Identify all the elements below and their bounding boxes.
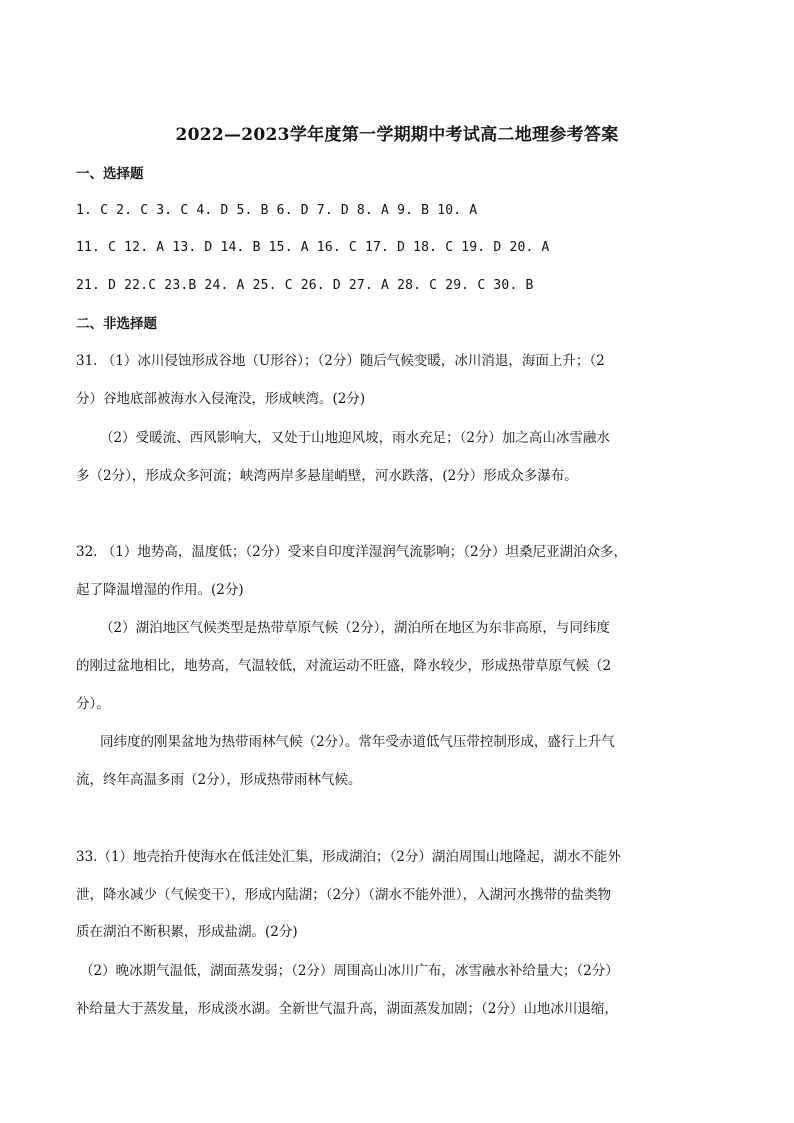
q32-part2-line3: 分）。	[76, 696, 110, 712]
q31-part1-line2: 分）谷地底部被海水入侵淹没，形成峡湾。(2分)	[76, 391, 366, 407]
q33-part1-line3: 质在湖泊不断积累，形成盐湖。(2分)	[76, 924, 298, 940]
q31-part1-line1: 31. （1）冰川侵蚀形成谷地（U形谷）；（2分）随后气候变暖，冰川消退，海面上升；（2	[76, 353, 605, 369]
q32-part3-line2: 流，终年高温多雨（2分），形成热带雨林气候。	[76, 772, 362, 788]
q33-part1-line1: 33.（1）地壳抬升使海水在低洼处汇集，形成湖泊；（2分）湖泊周围山地隆起，湖水不能外	[76, 849, 621, 865]
q32-part1-line1: 32. （1）地势高，温度低；（2分）受来自印度洋湿润气流影响；（2分）坦桑尼亚湖泊众多，	[76, 544, 628, 560]
section-heading-non-choice: 二、非选择题	[76, 316, 157, 332]
page-title: 2022—2023学年度第一学期期中考试高二地理参考答案	[175, 125, 619, 145]
mc-answers-row-3: 21. D 22.C 23.B 24. A 25. C 26. D 27. A 28. C 29. C 30. B	[76, 278, 534, 293]
q33-part1-line2: 泄，降水减少（气候变干），形成内陆湖；（2分）（湖水不能外泄），入湖河水携带的盐类物	[76, 887, 612, 903]
q32-part1-line2: 起了降温增湿的作用。(2分)	[76, 582, 244, 598]
q33-part2-line1: （2）晚冰期气温低，湖面蒸发弱；（2分）周围高山冰川广布，冰雪融水补给量大；（2分）	[80, 963, 619, 979]
q32-part2-line2: 的刚过盆地相比，地势高，气温较低，对流运动不旺盛，降水较少，形成热带草原气候（2	[76, 658, 612, 674]
mc-answers-row-2: 11. C 12. A 13. D 14. B 15. A 16. C 17. D 18. C 19. D 20. A	[76, 240, 550, 255]
q32-part3-line1: 同纬度的刚果盆地为热带雨林气候（2分）。常年受赤道低气压带控制形成，盛行上升气	[100, 734, 615, 750]
mc-answers-row-1: 1. C 2. C 3. C 4. D 5. B 6. D 7. D 8. A 9. B 10. A	[76, 203, 478, 218]
q32-part2-line1: （2）湖泊地区气候类型是热带草原气候（2分），湖泊所在地区为东非高原，与同纬度	[100, 620, 610, 636]
q31-part2-line2: 多（2分），形成众多河流；峡湾两岸多悬崖峭壁，河水跌落，(2分）形成众多瀑布。	[76, 468, 578, 484]
section-heading-multiple-choice: 一、选择题	[76, 166, 144, 182]
q31-part2-line1: （2）受暖流、西风影响大，又处于山地迎风坡，雨水充足；（2分）加之高山冰雪融水	[100, 430, 610, 446]
q33-part2-line2: 补给量大于蒸发量，形成淡水湖。全新世气温升高，湖面蒸发加剧；（2分）山地冰川退缩，	[76, 1001, 618, 1017]
